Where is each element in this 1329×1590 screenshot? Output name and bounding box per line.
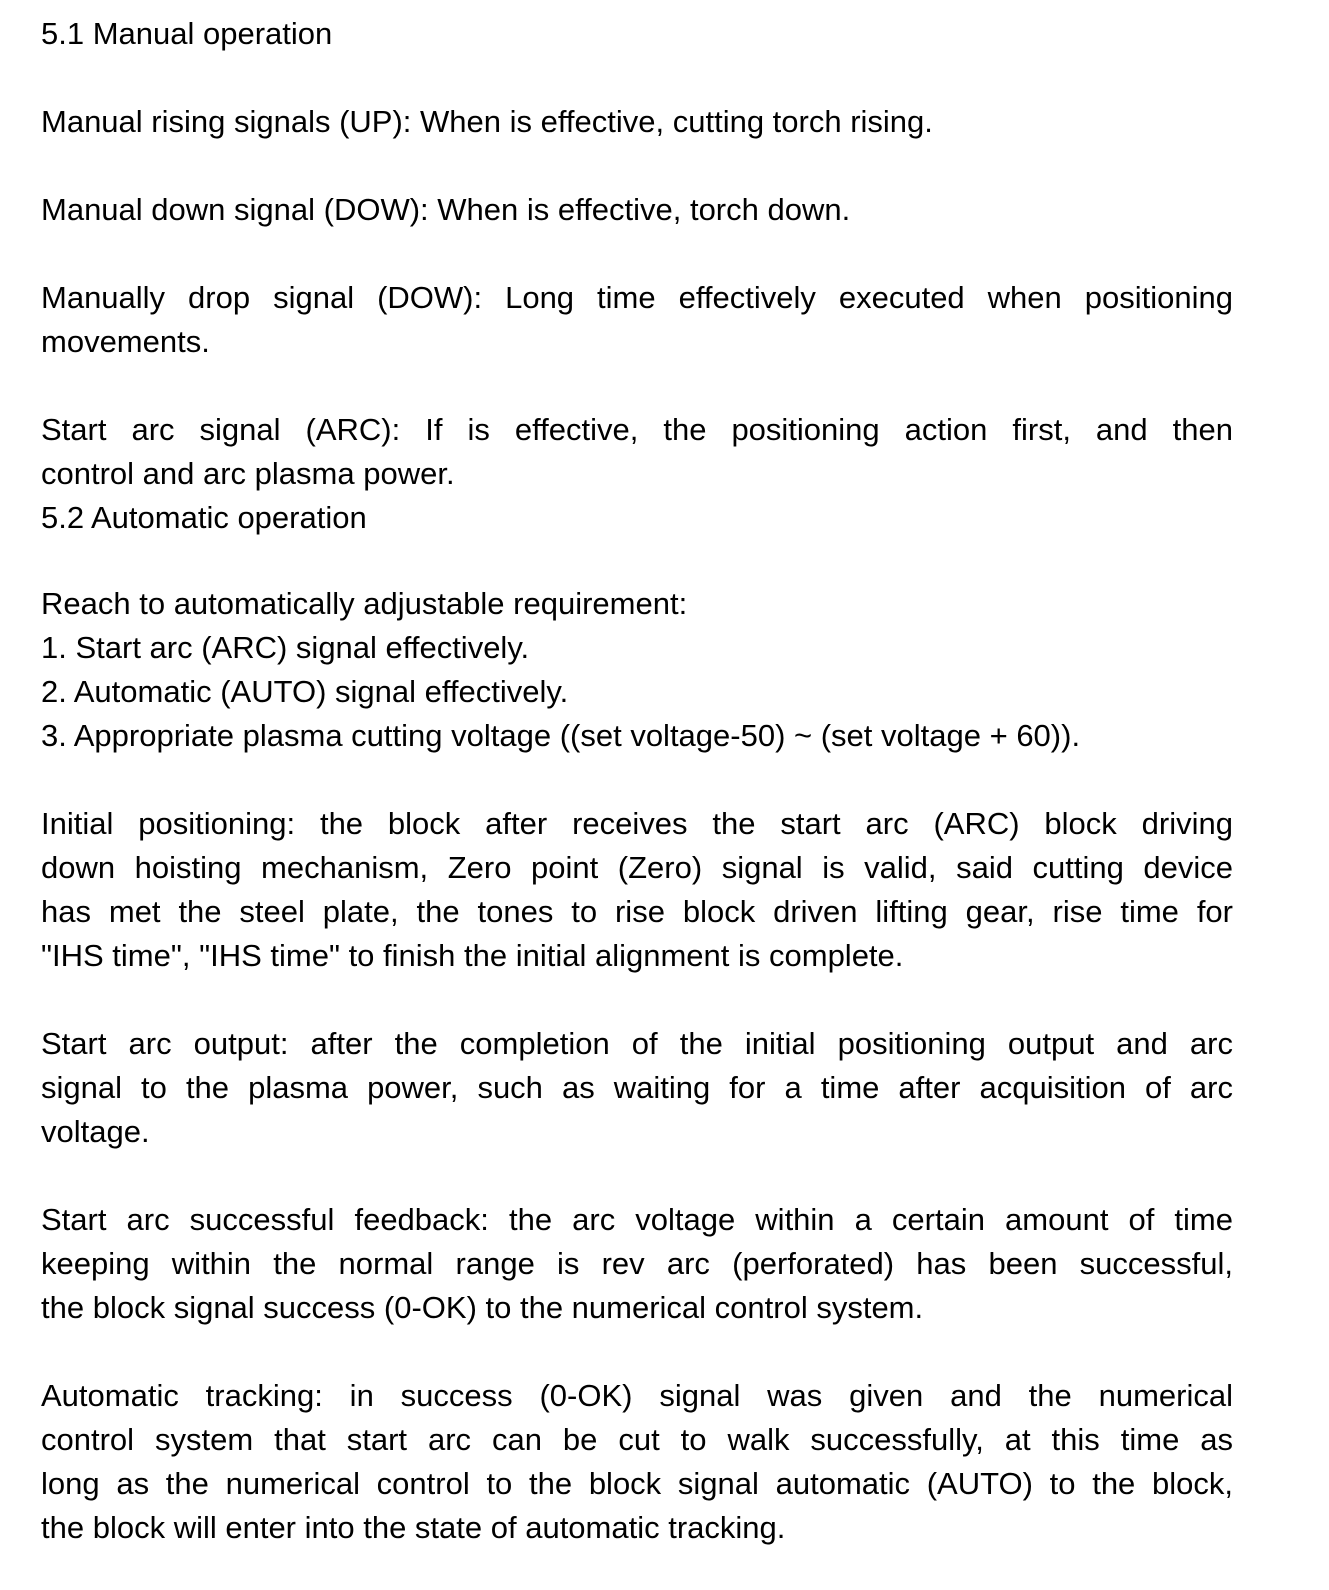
paragraph-line: long as the numerical control to the block signal automatic (AUTO) to the block, (41, 1466, 1233, 1501)
paragraph-line: the block will enter into the state of automatic tracking. (41, 1510, 786, 1545)
paragraph-line: the block signal success (0-OK) to the numerical control system. (41, 1290, 924, 1325)
paragraph-line: keeping within the normal range is rev arc (perforated) has been successful, (41, 1246, 1233, 1281)
paragraph-initial-positioning (41, 802, 1233, 978)
section-heading-5-2: 5.2 Automatic operation (41, 500, 367, 535)
document-page (41, 12, 1233, 1550)
paragraph-line: down hoisting mechanism, Zero point (Zero) signal is valid, said cutting device (41, 850, 1233, 885)
paragraph-start-arc-signal (41, 408, 1233, 496)
paragraph-line: Manually drop signal (DOW): Long time effectively executed when positioning (41, 280, 1233, 315)
paragraph-line: "IHS time", "IHS time" to finish the initial alignment is complete. (41, 938, 904, 973)
paragraph-line: signal to the plasma power, such as waiting for a time after acquisition of arc (41, 1070, 1233, 1105)
paragraph-line: Start arc output: after the completion of the initial positioning output and arc (41, 1026, 1233, 1061)
paragraph-manual-up: Manual rising signals (UP): When is effective, cutting torch rising. (41, 104, 933, 139)
paragraph-automatic-tracking (41, 1374, 1233, 1550)
paragraph-line: Automatic tracking: in success (0-OK) signal was given and the numerical (41, 1378, 1233, 1413)
paragraph-line: Start arc signal (ARC): If is effective, the positioning action first, and then (41, 412, 1233, 447)
paragraph-line: Start arc successful feedback: the arc voltage within a certain amount of time (41, 1202, 1233, 1237)
paragraph-start-arc-output (41, 1022, 1233, 1154)
list-item: 1. Start arc (ARC) signal effectively. (41, 630, 530, 665)
section-heading-5-1: 5.1 Manual operation (41, 16, 333, 51)
requirement-list (41, 626, 1233, 758)
paragraph-line: control system that start arc can be cut to walk successfully, at this time as (41, 1422, 1233, 1457)
paragraph-line: Initial positioning: the block after receives the start arc (ARC) block driving (41, 806, 1233, 841)
paragraph-line: control and arc plasma power. (41, 456, 455, 491)
paragraph-manual-drop (41, 276, 1233, 364)
paragraph-manual-down: Manual down signal (DOW): When is effective, torch down. (41, 192, 851, 227)
paragraph-line: voltage. (41, 1114, 150, 1149)
list-item: 3. Appropriate plasma cutting voltage ((set voltage-50) ~ (set voltage + 60)). (41, 718, 1081, 753)
requirement-intro: Reach to automatically adjustable requirement: (41, 586, 688, 621)
paragraph-line: movements. (41, 324, 210, 359)
paragraph-start-arc-feedback (41, 1198, 1233, 1330)
paragraph-line: has met the steel plate, the tones to rise block driven lifting gear, rise time for (41, 894, 1233, 929)
list-item: 2. Automatic (AUTO) signal effectively. (41, 674, 569, 709)
